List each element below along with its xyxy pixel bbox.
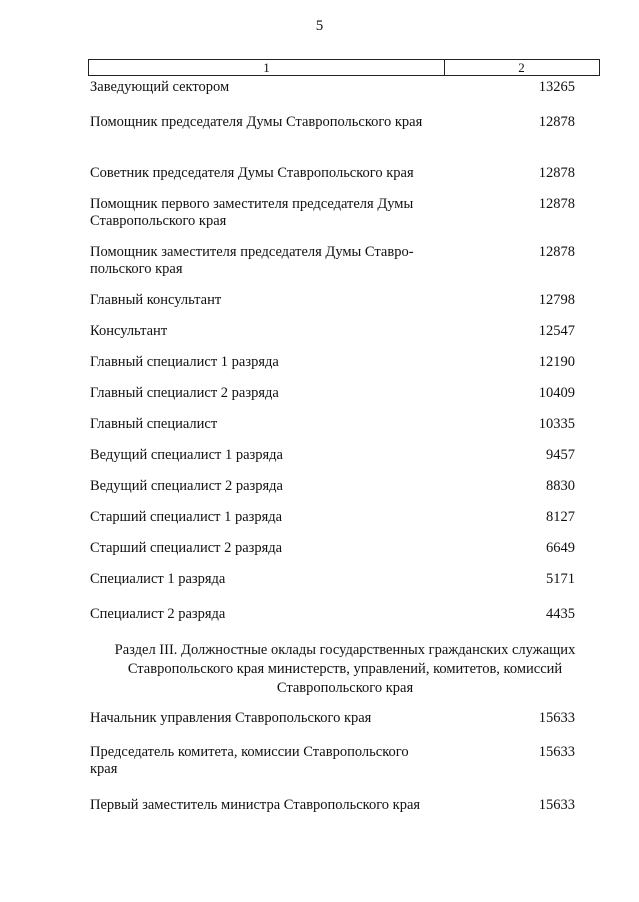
salary-value: 10335 — [538, 416, 575, 432]
salary-value: 12878 — [538, 196, 575, 212]
salary-value: 12878 — [538, 165, 575, 181]
salary-value: 15633 — [538, 710, 575, 726]
position-name: Старший специалист 2 разряда — [90, 540, 283, 556]
position-name: Специалист 2 разряда — [90, 606, 226, 622]
position-name: Специалист 1 разряда — [90, 571, 226, 587]
salary-value: 15633 — [538, 744, 575, 760]
position-name: Старший специалист 1 разряда — [90, 509, 283, 525]
table-header-col2: 2 — [518, 60, 525, 75]
position-name: Помощник председателя Думы Ставропольского края — [90, 114, 423, 130]
salary-value: 4435 — [546, 606, 575, 622]
position-name: Главный специалист 1 разряда — [90, 354, 279, 370]
position-name: Помощник заместителя председателя Думы Ставро-польского края — [90, 244, 414, 277]
position-name: Заведующий сектором — [90, 79, 230, 95]
position-name: Ведущий специалист 2 разряда — [90, 478, 283, 494]
salary-value: 15633 — [538, 797, 575, 813]
position-name: Главный консультант — [90, 292, 222, 308]
page-number: 5 — [315, 18, 324, 34]
position-name: Начальник управления Ставропольского края — [90, 710, 372, 726]
table-header — [88, 59, 600, 76]
salary-value: 12190 — [538, 354, 575, 370]
position-name: Главный специалист — [90, 416, 218, 432]
salary-value: 10409 — [538, 385, 575, 401]
position-name: Ведущий специалист 1 разряда — [90, 447, 283, 463]
salary-value: 9457 — [546, 447, 575, 463]
position-name: Помощник первого заместителя председателя Думы Ставропольского края — [90, 196, 414, 229]
position-name: Советник председателя Думы Ставропольского края — [90, 165, 414, 181]
salary-value: 12547 — [538, 323, 575, 339]
salary-value: 12878 — [538, 114, 575, 130]
position-name: Первый заместитель министра Ставропольского края — [90, 797, 421, 813]
salary-value: 8127 — [546, 509, 575, 525]
salary-value: 12878 — [538, 244, 575, 260]
salary-value: 13265 — [538, 79, 575, 95]
position-name: Консультант — [90, 323, 168, 339]
section-title: Раздел III. Должностные оклады государственных гражданских служащих Ставропольского края министерств, управлений, комитетов, комиссий Ставропольского края — [114, 642, 576, 696]
position-name: Председатель комитета, комиссии Ставропольского края — [90, 744, 409, 777]
table-header-col1: 1 — [89, 60, 445, 75]
salary-value: 8830 — [546, 478, 575, 494]
salary-value: 5171 — [546, 571, 575, 587]
salary-value: 6649 — [546, 540, 575, 556]
salary-value: 12798 — [538, 292, 575, 308]
position-name: Главный специалист 2 разряда — [90, 385, 279, 401]
